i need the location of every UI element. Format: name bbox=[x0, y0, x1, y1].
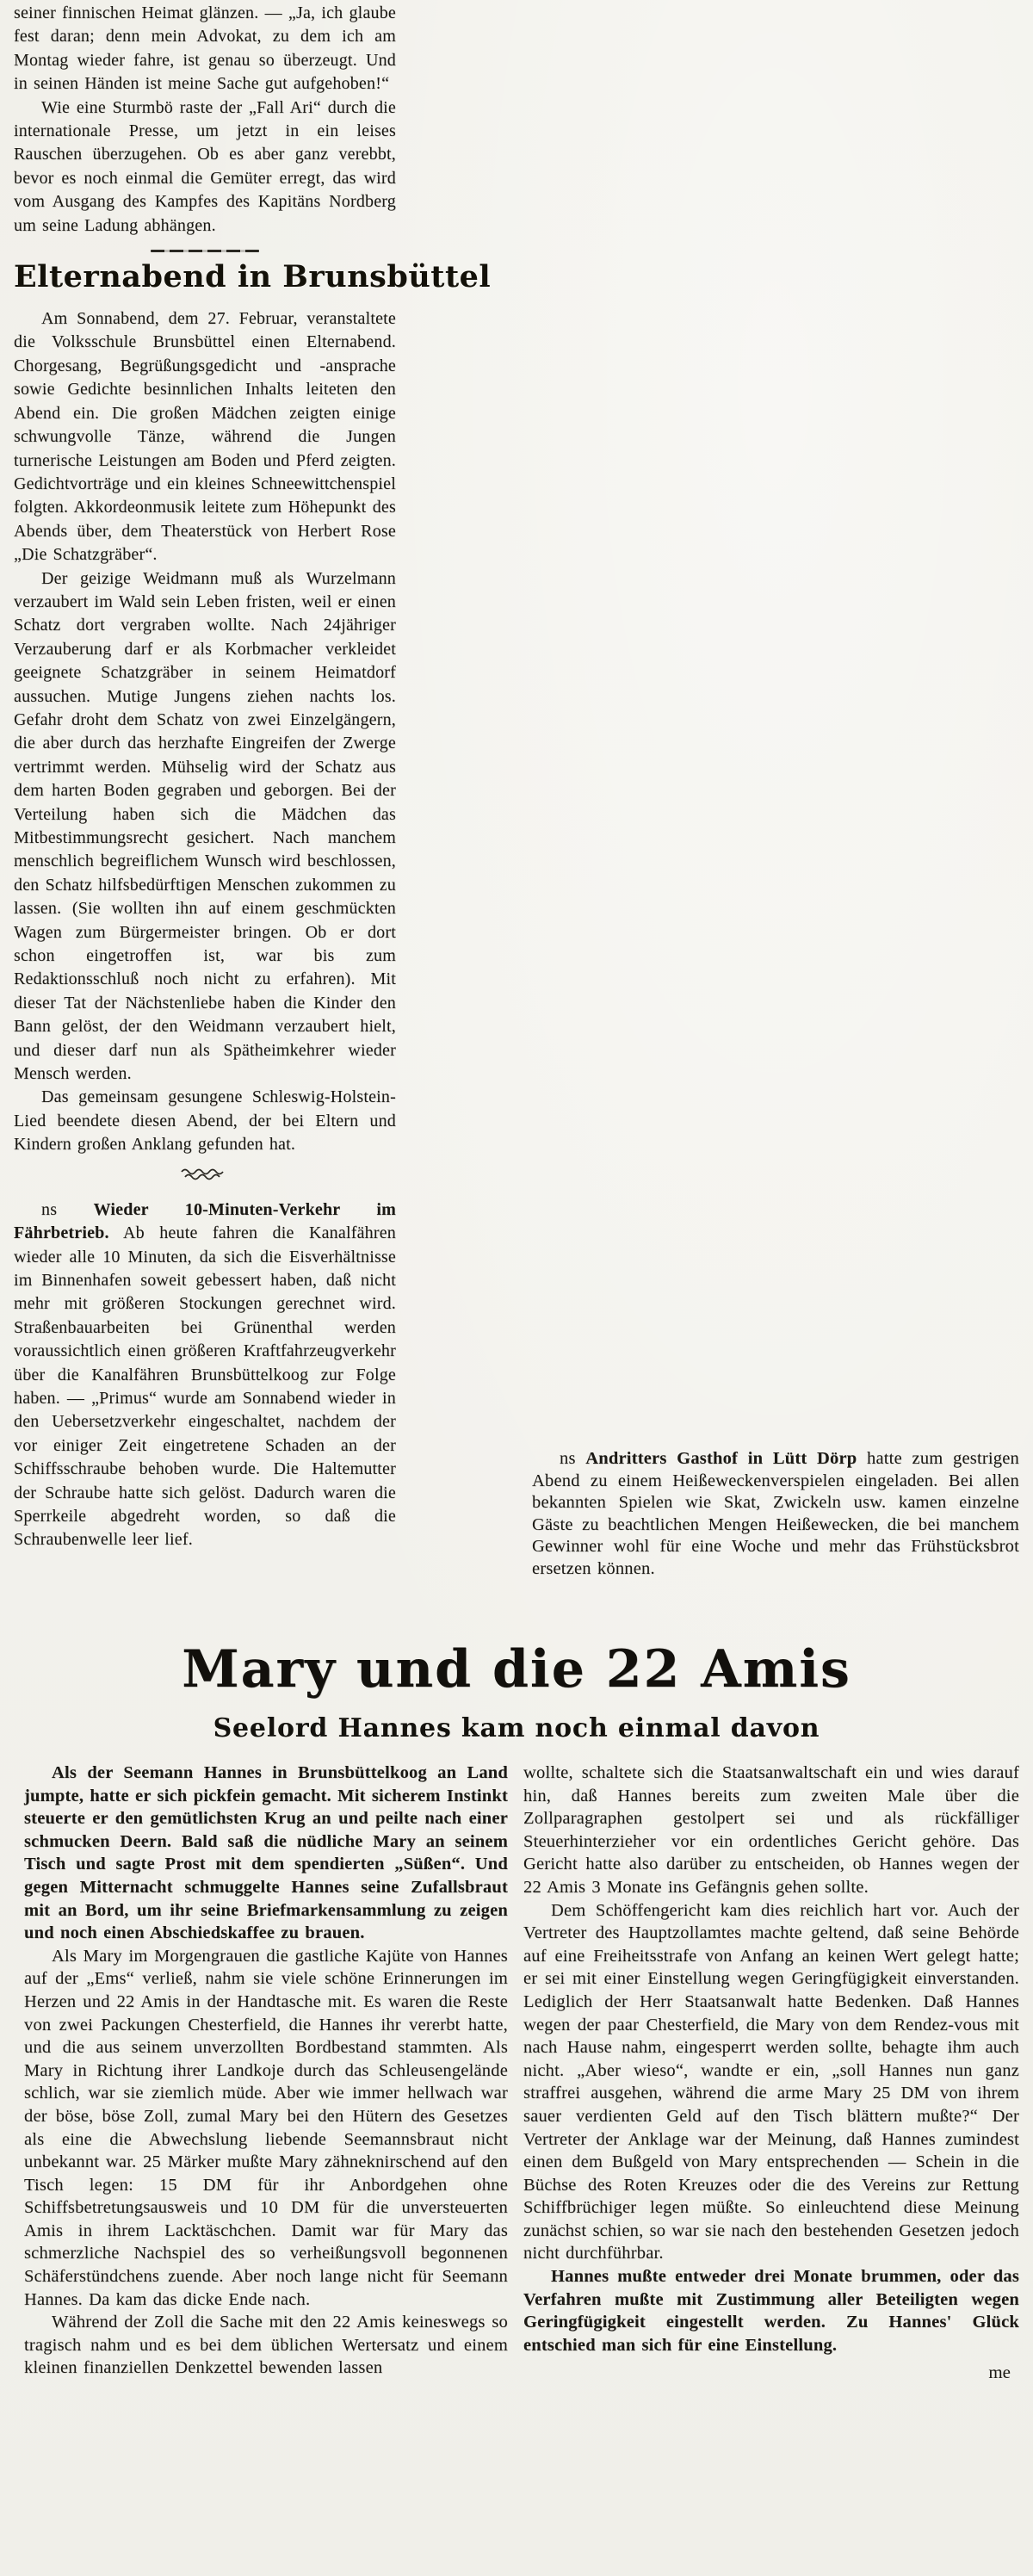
mary-paragraph-2: Als Mary im Morgengrauen die gastliche Kajüte von Hannes auf der „Ems“ verließ, nahm sie viele schöne Erinnerungen im Herzen und 22 Amis in der Handtasche mit. Es waren die Reste von zwei Packungen Chesterfield, die Hannes ihr vererbt hatte, und die aus seinem unverzollten Bordbestand stammten. Als Mary in Richtung ihrer Landkoje durch das Schleusengelände schlich, war sie ziemlich müde. Aber wie immer hellwach war der böse, böse Zoll, zumal Mary bei den Hütern des Gesetzes als eine die Abwechslung liebende Seemannsbraut nicht unbekannt war. 25 Märker mußte Mary zähneknirschend auf den Tisch legen: 15 DM für ihr Anbordgehen ohne Schiffsbetretungsausweis und 10 DM für die unversteuerten Amis in ihrem Lacktäschchen. Damit war für Mary das schmerzliche Nachspiel des so verheißungsvoll begonnenen Schäferstündchens zuende. Aber noch lange nicht für Seemann Hannes. Da kam das dicke Ende nach. bbox=[24, 1946, 508, 2309]
gasthof-lead: Andritters Gasthof in Lütt Dörp bbox=[585, 1449, 857, 1468]
correspondent-mark: ns bbox=[560, 1449, 576, 1468]
correspondent-mark: ns bbox=[41, 1199, 58, 1219]
gasthof-paragraph bbox=[532, 1448, 1019, 1581]
squiggle-ornament-icon bbox=[180, 1167, 230, 1181]
section-divider-squiggle bbox=[14, 1167, 396, 1181]
mary-paragraph-3-continued: wollte, schaltete sich die Staatsanwaltschaft ein und wies darauf hin, daß Hannes bereits zum zweiten Male über die Zollparagraphen gestolpert sei und als rückfälliger Steuerhinterzieher vor ein ordentliches Gericht gehöre. Das Gericht hatte also darüber zu entscheiden, ob Hannes wegen der 22 Amis 3 Monate ins Gefängnis gehen sollte. bbox=[523, 1763, 1019, 1897]
right-column-gasthof bbox=[532, 1448, 1019, 1581]
gasthof-body: hatte zum gestrigen Abend zu einem Heißeweckenverspielen eingeladen. Bei allen bekannten Spielen wie Skat, Zwickeln usw. kamen einzelne Gäste zu beachtlichen Mengen Heißewecken, die bei manchem Gewinner wohl für eine Woche und mehr das Frühstücksbrot ersetzen können. bbox=[532, 1449, 1020, 1578]
elternabend-paragraph-2: Der geizige Weidmann muß als Wurzelmann verzaubert im Wald sein Leben fristen, weil er einen Schatz dort vergraben wollte. Nach 24jähriger Verzauberung darf er als Korbmacher verkleidet geeignete Schatzgräber in seinem Heimatdorf aussuchen. Mutige Jungens ziehen nachts los. Gefahr droht dem Schatz von zwei Einzelgängern, die aber durch das herzhafte Eingreifen der Zwerge vertrimmt werden. Mühselig wird der Schatz aus dem harten Boden gegraben und geborgen. Bei der Verteilung haben sich die Mädchen das Mitbestimmungsrecht gesichert. Nach manchem menschlich begreiflichem Wunsch wird beschlossen, den Schatz hilfsbedürftigen Menschen zukommen zu lassen. (Sie wollten ihn auf einem geschmückten Wagen zum Bürgermeister bringen. Ob er dort schon eingetroffen ist, war bis zum Redaktionsschluß noch nicht zu erfahren). Mit dieser Tat der Nächstenliebe haben die Kinder den Bann gelöst, der den Weidmann verzaubert hielt, und dieser darf nun als Spätheimkehrer wieder Mensch werden. bbox=[14, 568, 396, 1084]
elternabend-paragraph-3: Das gemeinsam gesungene Schleswig-Holstein-Lied beendete diesen Abend, der bei Eltern und Kindern großen Anklang gefunden hat. bbox=[14, 1087, 396, 1155]
mary-closing-paragraph: Hannes mußte entweder drei Monate brummen, oder das Verfahren mußte mit Zustimmung aller Beteiligten wegen Geringfügigkeit eingestellt werden. Zu Hannes' Glück entschied man sich für eine Einstellung. bbox=[523, 2267, 1019, 2355]
mary-sub-headline: Seelord Hannes kam noch einmal davon bbox=[213, 1713, 820, 1743]
left-column bbox=[14, 2, 492, 1552]
section-divider-dashes bbox=[151, 250, 259, 252]
faehrbetrieb-body: Ab heute fahren die Kanalfähren wieder alle 10 Minuten, da sich die Eisverhältnisse im Binnenhafen soweit gebessert haben, daß nicht mehr mit größeren Stockungen gerechnet wird. Straßenbauarbeiten bei Grünenthal werden voraussichtlich einen größeren Kraftfahrzeugverkehr über die Kanalfähren Brunsbüttelkoog zur Folge haben. — „Primus“ wurde am Sonnabend wieder in den Uebersetzverkehr eingeschaltet, nachdem der vor einiger Zeit eingetretene Schaden an der Schiffsschraube behoben wurde. Die Haltemutter der Schraube hatte sich gelöst. Dadurch waren die Sperrkeile abgedreht worden, so daß die Schraubenwelle leer lief. bbox=[14, 1223, 396, 1550]
faehrbetrieb-lead: Wieder 10-Minuten-Verkehr im Fährbetrieb. bbox=[14, 1199, 397, 1243]
fall-ari-paragraph-1: seiner finnischen Heimat glänzen. — „Ja, ich glaube fest daran; denn mein Advokat, zu dem ich am Montag wieder fahre, ist genau so überzeugt. Und in seinen Händen ist meine Sache gut aufgehoben!“ bbox=[14, 3, 396, 94]
mary-paragraph-3-left: Während der Zoll die Sache mit den 22 Amis keineswegs so tragisch nahm und es bei dem üblichen Wertersatz und einem kleinen finanziellen Denkzettel bewenden lassen bbox=[24, 2313, 508, 2378]
mary-paragraph-4: Dem Schöffengericht kam dies reichlich hart vor. Auch der Vertreter des Hauptzollamtes machte geltend, daß seine Behörde auf eine Freiheitsstrafe von Anfang an keinen Wert gelegt hatte; er sei mit einer Einstellung wegen Geringfügigkeit einverstanden. Lediglich der Herr Staatsanwalt hatte Bedenken. Daß Hannes wegen der paar Chesterfield, die Mary von dem Rendez-vous mit nach Hause nahm, eingesperrt werden sollte, behagte ihm auch nicht. „Aber wieso“, wandte er ein, „soll Hannes nun ganz straffrei ausgehen, während die arme Mary 25 DM von ihrem sauer verdienten Geld auf den Tisch blättern mußte?“ Der Vertreter der Anklage war der Meinung, daß Hannes zumindest einen dem Bußgeld von Mary entsprechenden — Schein in die Büchse des Roten Kreuzes oder die des Vereins zur Rettung Schiffbrüchiger legen müßte. So einleuchtend diese Meinung zunächst schien, so war sie nach den bestehenden Gesetzen jedoch nicht durchführbar. bbox=[523, 1900, 1019, 2263]
elternabend-paragraph-1: Am Sonnabend, dem 27. Februar, veranstaltete die Volksschule Brunsbüttel einen Elternabend. Chorgesang, Begrüßungsgedicht und -ansprache sowie Gedichte besinnlichen Inhalts leiteten den Abend ein. Die großen Mädchen zeigten einige schwungvolle Tänze, während die Jungen turnerische Leistungen am Boden und Pferd zeigten. Gedichtvorträge und ein kleines Schneewittchenspiel folgten. Akkordeonmusik leitete zum Höhepunkt des Abends über, dem Theaterstück von Herbert Rose „Die Schatzgräber“. bbox=[14, 309, 396, 565]
elternabend-headline: Elternabend in Brunsbüttel bbox=[14, 259, 492, 295]
mary-lead-paragraph: Als der Seemann Hannes in Brunsbüttelkoog an Land jumpte, hatte er sich pickfein gemacht. Mit sicherem Instinkt steuerte er den gemütlichsten Krug an und peilte nach einer schmucken Deern. Bald saß die nüdliche Mary an seinem Tisch und sagte Prost mit dem spendierten „Süßen“. Und gegen Mitternacht schmuggelte Hannes seine Zufallsbraut mit an Bord, um ihr seine Briefmarkensammlung zu zeigen und noch einen Abschiedskaffee zu brauen. bbox=[24, 1763, 508, 1943]
author-signature: me bbox=[988, 2362, 1011, 2383]
faehrbetrieb-paragraph bbox=[14, 1198, 396, 1552]
fall-ari-paragraph-2: Wie eine Sturmbö raste der „Fall Ari“ durch die internationale Presse, um jetzt in ein leises Rauschen überzugehen. Ob es aber ganz verebbt, bevor es noch einmal die Gemüter erregt, das wird vom Ausgang des Kampfes des Kapitäns Nordberg um seine Ladung abhängen. bbox=[14, 97, 396, 235]
mary-article-column-right bbox=[523, 1762, 1019, 2382]
mary-main-headline: Mary und die 22 Amis bbox=[182, 1639, 851, 1700]
mary-article-column-left bbox=[24, 1762, 508, 2380]
